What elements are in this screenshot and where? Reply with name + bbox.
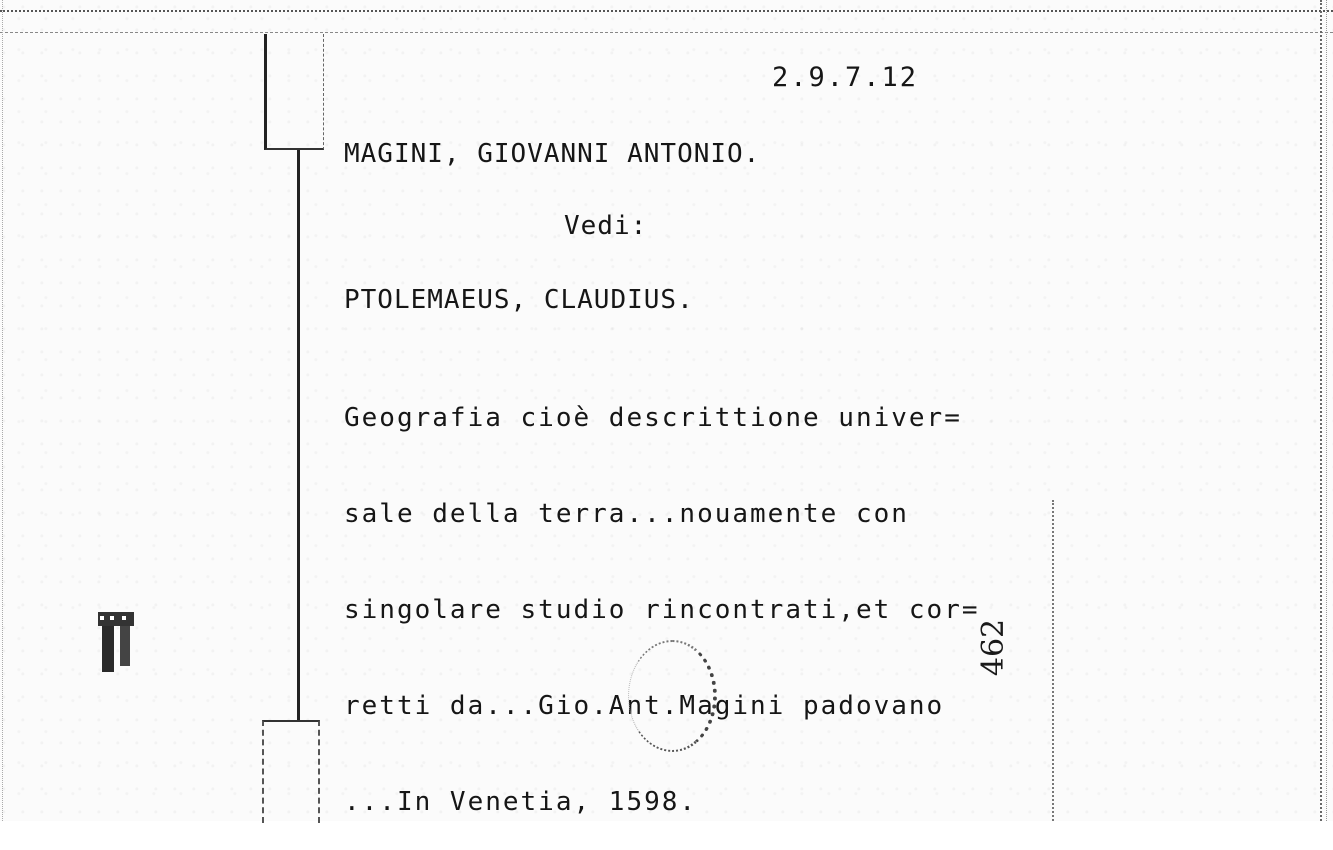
call-number: 2.9.7.12 (772, 62, 919, 93)
description-line: Geografia cioè descrittione univer= (344, 403, 962, 433)
scan-top-edge (0, 10, 1333, 12)
description-line: sale della terra...nouamente con (344, 499, 909, 529)
see-reference-label: Vedi: (564, 211, 648, 241)
card-tab-bottom (262, 720, 320, 823)
card-right-edge (1052, 500, 1054, 821)
description-line: retti da...Gio.Ant.Magini padovano (344, 691, 945, 721)
description-line: ...In Venetia, 1598. (344, 787, 698, 817)
card-left-border (297, 150, 300, 720)
stamp-mark-icon (94, 608, 138, 678)
handwritten-page-number: 462 (976, 618, 1012, 677)
uniform-heading: PTOLEMAEUS, CLAUDIUS. (344, 285, 694, 315)
scan-right-edge (1320, 0, 1327, 821)
title-description (344, 338, 980, 850)
card-top-edge (0, 32, 1333, 33)
description-line: singolare studio rincontrati,et cor= (344, 595, 980, 625)
author-heading: MAGINI, GIOVANNI ANTONIO. (344, 139, 761, 169)
card-punch-hole (628, 640, 717, 752)
scan-left-edge (2, 0, 3, 821)
card-tab-top (264, 34, 324, 150)
